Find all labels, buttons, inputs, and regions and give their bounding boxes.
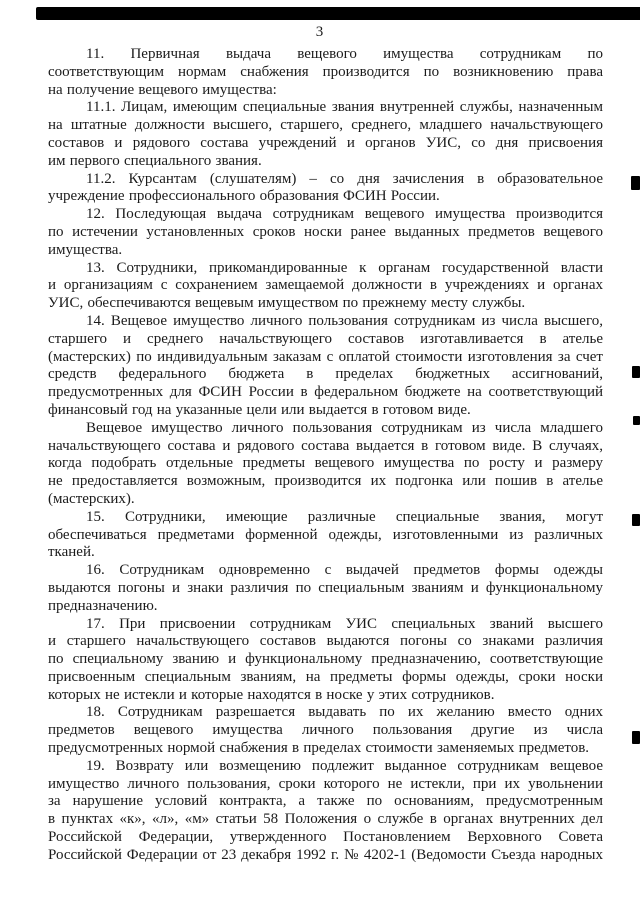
paragraph bbox=[48, 99, 603, 170]
text-line: (мастерских). bbox=[48, 490, 135, 507]
text-line: УИС, обеспечиваются вещевым имуществом по прежнему месту службы. bbox=[48, 295, 526, 312]
text-line: соответствующим нормам снабжения производится по возникновению права bbox=[48, 63, 603, 80]
paragraph bbox=[48, 171, 603, 207]
scan-artifact-edge-mark bbox=[632, 514, 640, 526]
text-line: когда подобрать отдельные предметы вещевого имущества по росту и размеру bbox=[48, 455, 603, 472]
text-line: тканей. bbox=[48, 544, 95, 561]
text-line: составов и рядового состава учреждений и органов УИС, со дня присвоения bbox=[48, 134, 603, 151]
text-line: имущество личного пользования, сроки которого не истекли, при их увольнении bbox=[48, 775, 603, 792]
text-line: учреждение профессионального образования ФСИН России. bbox=[48, 188, 440, 205]
text-line: 15. Сотрудники, имеющие различные специальные звания, могут bbox=[86, 508, 603, 525]
text-line: 11.1. Лицам, имеющим специальные звания внутренней службы, назначенным bbox=[86, 99, 603, 116]
text-line: 18. Сотрудникам разрешается выдавать по их желанию вместо одних bbox=[86, 704, 603, 721]
text-line: им первого специального звания. bbox=[48, 152, 262, 169]
paragraph bbox=[48, 758, 603, 865]
text-line: Вещевое имущество личного пользования сотрудникам из числа младшего bbox=[86, 419, 603, 436]
text-line: (мастерских) по индивидуальным заказам с оплатой стоимости изготовления за счет bbox=[48, 348, 603, 365]
text-line: обеспечиваться предметами форменной одежды, изготовленными из различных bbox=[48, 526, 603, 543]
text-line: предназначению. bbox=[48, 597, 158, 614]
text-line: 19. Возврату или возмещению подлежит выданное сотрудникам вещевое bbox=[86, 757, 603, 774]
text-line: и старшего начальствующего составов выдаются погоны со знаками различия bbox=[48, 633, 603, 650]
text-line: имущества. bbox=[48, 241, 123, 258]
paragraph bbox=[48, 420, 603, 509]
text-line: Российской Федерации, утвержденного Постановлением Верховного Совета bbox=[48, 829, 603, 846]
text-line: 11.2. Курсантам (слушателям) – со дня зачисления в образовательное bbox=[86, 170, 603, 187]
page-number: 3 bbox=[315, 24, 325, 40]
text-line: финансовый год на указанные цели или выдается в готовом виде. bbox=[48, 401, 471, 418]
scan-artifact-top-bar bbox=[36, 7, 640, 20]
text-line: на получение вещевого имущества: bbox=[48, 81, 277, 98]
paragraph bbox=[48, 313, 603, 420]
text-line: 17. При присвоении сотрудникам УИС специальных званий высшего bbox=[86, 615, 603, 632]
text-line: 12. Последующая выдача сотрудникам вещевого имущества производится bbox=[86, 206, 603, 223]
paragraph bbox=[48, 509, 603, 562]
paragraph bbox=[48, 616, 603, 705]
text-line: Российской Федерации от 23 декабря 1992 г. № 4202-1 (Ведомости Съезда народных bbox=[48, 846, 603, 863]
text-line: 11. Первичная выдача вещевого имущества сотрудникам по bbox=[86, 46, 603, 62]
text-line: за нарушение условий контракта, а также по основаниям, предусмотренным bbox=[48, 793, 603, 810]
text-line: по истечении установленных сроков носки ранее выданных предметов вещевого bbox=[48, 223, 603, 240]
text-line: выдаются погоны и знаки различия по специальным званиям и функциональному bbox=[48, 579, 603, 596]
text-line: предусмотренных для ФСИН России в федеральном бюджете на соответствующий bbox=[48, 384, 603, 401]
text-line: начальствующего состава и рядового состава выдается в готовом виде. В случаях, bbox=[48, 437, 603, 454]
paragraph bbox=[48, 206, 603, 259]
text-line: предметов вещевого имущества личного пользования другие из числа bbox=[48, 722, 603, 739]
paragraph bbox=[48, 562, 603, 615]
text-line: в пунктах «к», «л», «м» статьи 58 Положения о службе в органах внутренних дел bbox=[48, 811, 603, 828]
text-line: присвоенным специальным званиям, на предметы формы одежды, сроки носки bbox=[48, 668, 603, 685]
text-line: 16. Сотрудникам одновременно с выдачей предметов формы одежды bbox=[86, 562, 603, 579]
text-line: и организациям с сохранением замещаемой должности в учреждениях и органах bbox=[48, 277, 603, 294]
text-line: старшего и среднего начальствующего составов изготавливается в ателье bbox=[48, 330, 603, 347]
paragraph bbox=[48, 260, 603, 313]
text-line: которых не истекли и которые находятся в носке у этих сотрудников. bbox=[48, 686, 495, 703]
scan-artifact-edge-mark bbox=[633, 416, 640, 425]
text-line: по специальному званию и функциональному предназначению, соответствующие bbox=[48, 651, 603, 668]
text-line: не предоставляется возможным, производится их подгонка или пошив в ателье bbox=[48, 473, 603, 490]
text-line: предусмотренных нормой снабжения в пределах стоимости заменяемых предметов. bbox=[48, 740, 590, 757]
document-text bbox=[48, 46, 603, 865]
scan-artifact-edge-mark bbox=[631, 176, 640, 190]
text-line: 14. Вещевое имущество личного пользования сотрудникам из числа высшего, bbox=[86, 312, 603, 329]
text-line: средств федерального бюджета в пределах бюджетных ассигнований, bbox=[48, 366, 603, 383]
scan-artifact-edge-mark bbox=[632, 366, 640, 378]
text-line: 13. Сотрудники, прикомандированные к органам государственной власти bbox=[86, 259, 603, 276]
paragraph bbox=[48, 704, 603, 757]
paragraph bbox=[48, 46, 603, 99]
scan-artifact-edge-mark bbox=[632, 731, 640, 744]
text-line: на штатные должности высшего, старшего, среднего, младшего начальствующего bbox=[48, 117, 603, 134]
